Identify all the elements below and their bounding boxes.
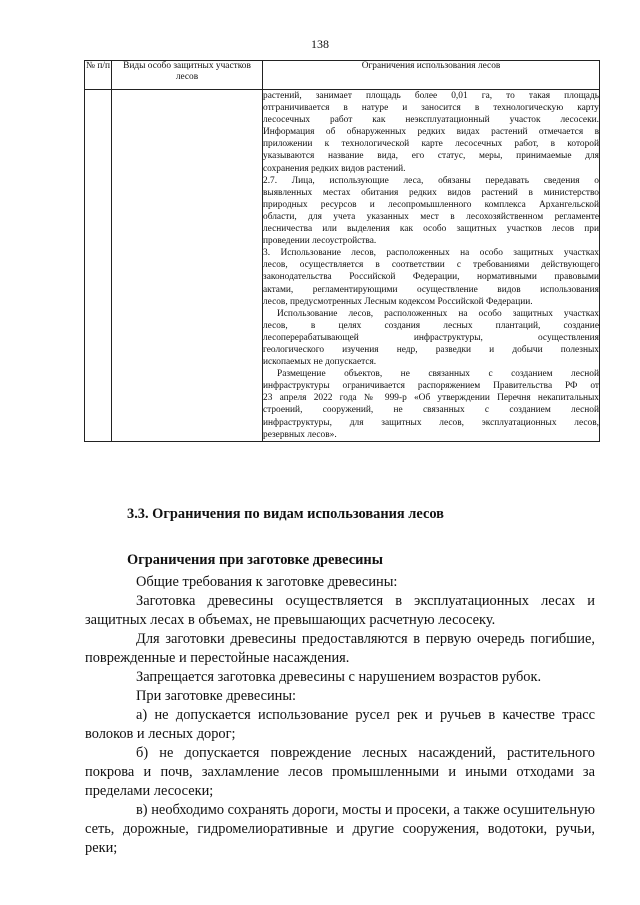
- table-line: 2.7. Лица, использующие леса, обязаны передавать сведения о: [263, 175, 599, 186]
- table-line: Информация об обнаруженных редких видах растений отмечается в: [263, 127, 599, 138]
- table-line: приложении к технологической карте лесосечных работ, в которой: [263, 139, 599, 150]
- table-line: строений, сооружений, не связанных с созданием лесной: [263, 405, 599, 416]
- cell-restriction: [263, 90, 600, 442]
- paragraph: в) необходимо сохранять дороги, мосты и просеки, а также осушительную сеть, дорожные, гидромелиоративные и другие сооружения, водотоки, ручьи, реки;: [85, 802, 595, 856]
- table-line: Использование лесов, расположенных на особо защитных участках: [277, 308, 599, 319]
- table-row: [85, 90, 600, 442]
- table-line: растений, занимает площадь более 0,01 га, то такая площадь: [263, 91, 599, 101]
- table-line: законодательства Российской Федерации, нормативными правовыми: [263, 272, 599, 283]
- restrictions-table: [84, 60, 600, 442]
- paragraph: При заготовке древесины:: [136, 688, 297, 704]
- table-line: лесов, осуществляется в соответствии с требованиями действующего: [263, 260, 599, 271]
- paragraph: а) не допускается использование русел рек и ручьев в качестве трасс волоков и лесных дорог;: [85, 707, 595, 742]
- table-line: лесничества или выделения как особо защитных участков лесов при: [263, 224, 599, 235]
- table-line: отграничивается в натуре и заносится в технологическую карту: [263, 103, 599, 114]
- cell-type: [112, 90, 263, 442]
- table-line: области, для учета указанных мест в лесохозяйственном регламенте: [263, 211, 599, 222]
- table-line: 23 апреля 2022 года № 999-р «Об утверждении Перечня некапитальных: [263, 393, 599, 404]
- table-line: лесоперерабатывающей инфраструктуры, осуществления: [263, 332, 599, 343]
- table-line: проведении лесоустройства.: [263, 236, 377, 247]
- table-line: инфраструктуры ограничивается распоряжением Правительства РФ от: [263, 381, 599, 392]
- paragraph: б) не допускается повреждение лесных насаждений, растительного покрова и почв, захламление лесов промышленными и иными отходами за пределами лесосеки;: [85, 745, 595, 799]
- sub-heading: Ограничения при заготовке древесины: [127, 552, 383, 568]
- table-line: указываются название вида, его статус, меры, принимаемые для: [263, 151, 599, 162]
- paragraph: Заготовка древесины осуществляется в эксплуатационных лесах и защитных лесах в объемах, не превышающих расчетную лесосеку.: [85, 593, 595, 628]
- table-line: инфраструктуры, для защитных лесов, эксплуатационных лесов,: [263, 417, 599, 428]
- paragraph: Запрещается заготовка древесины с нарушением возрастов рубок.: [136, 669, 542, 685]
- paragraph: Для заготовки древесины предоставляются в первую очередь погибшие, поврежденные и перестойные насаждения.: [85, 631, 595, 666]
- table-line: Размещение объектов, не связанных с созданием лесной: [277, 369, 599, 380]
- body-paragraphs: [85, 573, 595, 858]
- table-line: природных ресурсов и лесопромышленного комплекса Архангельской: [263, 199, 599, 210]
- table-line: геологического изучения недр, разведки и добычи полезных: [263, 344, 599, 355]
- table-line: ископаемых не допускается.: [263, 357, 377, 368]
- table-line: лесосечных работ как неэксплуатационный участок лесосеки.: [263, 115, 599, 126]
- header-restriction: Ограничения использования лесов: [263, 61, 600, 90]
- page-number: 138: [311, 37, 329, 51]
- section-heading: 3.3. Ограничения по видам использования лесов: [127, 506, 444, 522]
- table-line: выявленных местах обитания редких видов растений в министерство: [263, 187, 599, 198]
- table-line: лесов, в целях создания лесных плантаций, создание: [263, 320, 599, 331]
- table-line: актами, регламентирующими осуществление видов использования: [263, 284, 599, 295]
- paragraph: Общие требования к заготовке древесины:: [136, 574, 398, 590]
- cell-num: [85, 90, 112, 442]
- header-num: № п/п: [85, 61, 112, 90]
- header-type: Виды особо защитных участков лесов: [112, 61, 263, 90]
- table-line: сохранения редких видов растений.: [263, 163, 406, 174]
- table-line: лесов, предусмотренных Лесным кодексом Российской Федерации.: [263, 296, 533, 307]
- table-line: 3. Использование лесов, расположенных на особо защитных участках: [263, 248, 599, 259]
- table-line: резервных лесов».: [263, 429, 337, 440]
- table-header-row: [85, 61, 600, 90]
